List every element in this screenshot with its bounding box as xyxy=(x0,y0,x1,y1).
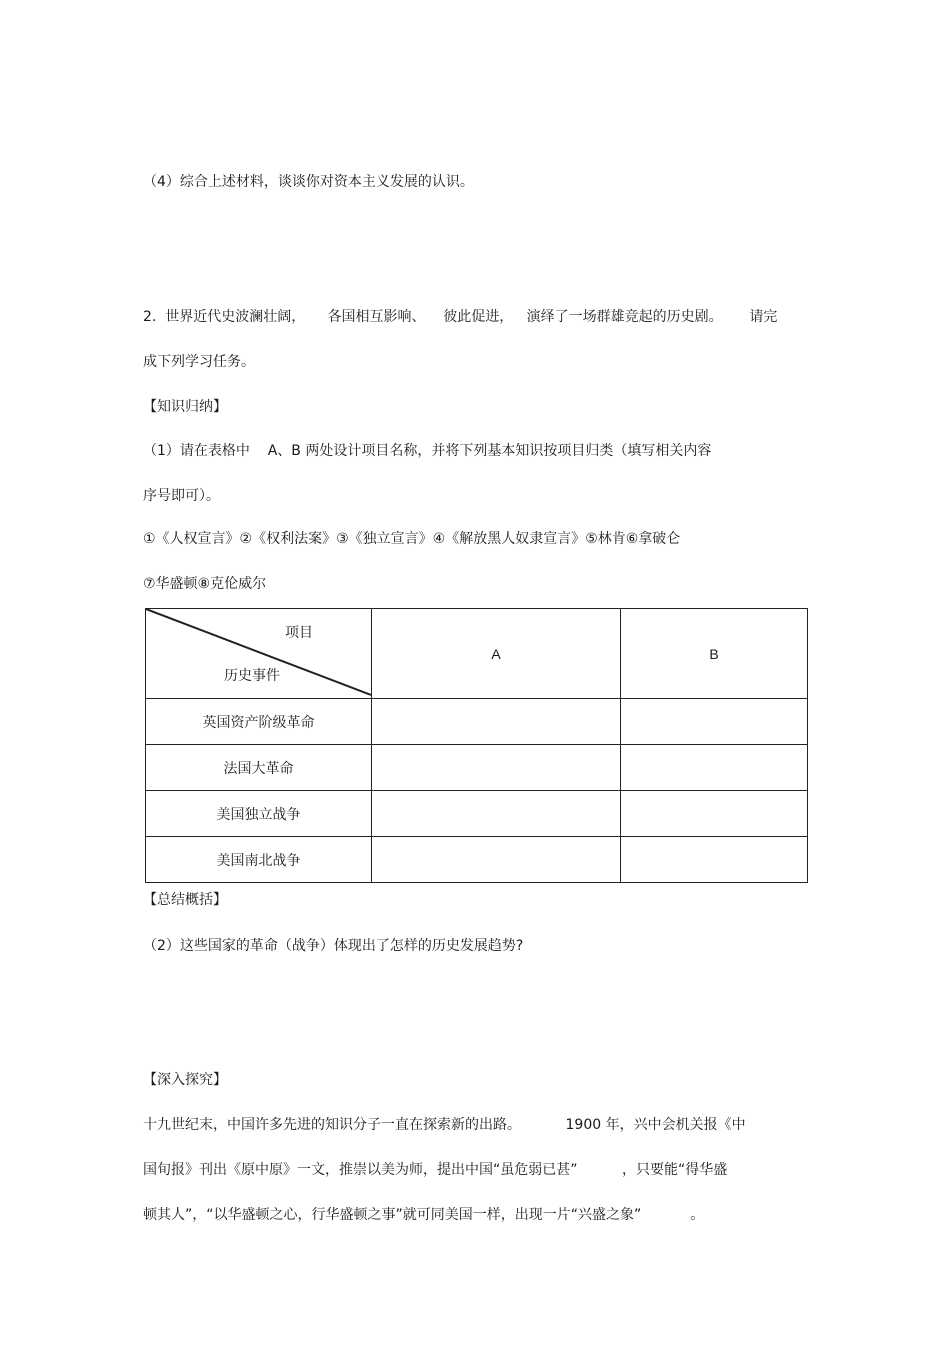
question-1-line1: （1）请在表格中 A、B 两处设计项目名称，并将下列基本知识按项目归类（填写相关内容 xyxy=(143,443,712,459)
answer-cell-a[interactable] xyxy=(372,745,621,791)
row-label: 美国南北战争 xyxy=(146,837,372,883)
question-2-intro-line1: 2. 世界近代史波澜壮阔， 各国相互影响、 彼此促进， 演绎了一场群雄竞起的历史剧。 请完 xyxy=(143,309,778,325)
knowledge-items-line2: ⑦华盛顿⑧克伦威尔 xyxy=(143,576,267,592)
answer-cell-a[interactable] xyxy=(372,699,621,745)
explore-paragraph-line2: 国旬报》刊出《原中原》一文，推崇以美为师，提出中国“虽危弱已甚” ，只要能“得华盛 xyxy=(143,1162,728,1178)
question-4: （4）综合上述材料，谈谈你对资本主义发展的认识。 xyxy=(143,174,474,190)
row-label: 美国独立战争 xyxy=(146,791,372,837)
table-row xyxy=(146,699,808,745)
answer-cell-b[interactable] xyxy=(621,791,808,837)
classification-table xyxy=(145,608,808,883)
answer-cell-b[interactable] xyxy=(621,699,808,745)
column-header-a: A xyxy=(372,609,621,699)
section-knowledge-heading: 【知识归纳】 xyxy=(143,399,227,415)
row-label: 法国大革命 xyxy=(146,745,372,791)
column-header-b: B xyxy=(621,609,808,699)
table-corner-cell xyxy=(146,609,372,699)
explore-paragraph-line3: 顿其人”，“以华盛顿之心，行华盛顿之事”就可同美国一样，出现一片“兴盛之象” 。 xyxy=(143,1207,705,1223)
question-2-sub: （2）这些国家的革命（战争）体现出了怎样的历史发展趋势? xyxy=(143,938,524,954)
corner-label-project: 项目 xyxy=(285,625,313,641)
corner-label-event: 历史事件 xyxy=(224,668,280,684)
answer-cell-b[interactable] xyxy=(621,837,808,883)
answer-cell-b[interactable] xyxy=(621,745,808,791)
table-header-row xyxy=(146,609,808,699)
knowledge-items-line1: ①《人权宣言》②《权利法案》③《独立宣言》④《解放黑人奴隶宣言》⑤林肯⑥拿破仑 xyxy=(143,531,681,547)
explore-paragraph-line1: 十九世纪末，中国许多先进的知识分子一直在探索新的出路。 1900 年，兴中会机关报《中 xyxy=(143,1117,746,1133)
answer-cell-a[interactable] xyxy=(372,837,621,883)
question-2-intro-line2: 成下列学习任务。 xyxy=(143,354,255,370)
table-row xyxy=(146,791,808,837)
section-explore-heading: 【深入探究】 xyxy=(143,1072,227,1088)
section-summary-heading: 【总结概括】 xyxy=(143,892,227,908)
table-row xyxy=(146,745,808,791)
question-1-line2: 序号即可）。 xyxy=(143,488,220,504)
row-label: 英国资产阶级革命 xyxy=(146,699,372,745)
answer-cell-a[interactable] xyxy=(372,791,621,837)
table-row xyxy=(146,837,808,883)
